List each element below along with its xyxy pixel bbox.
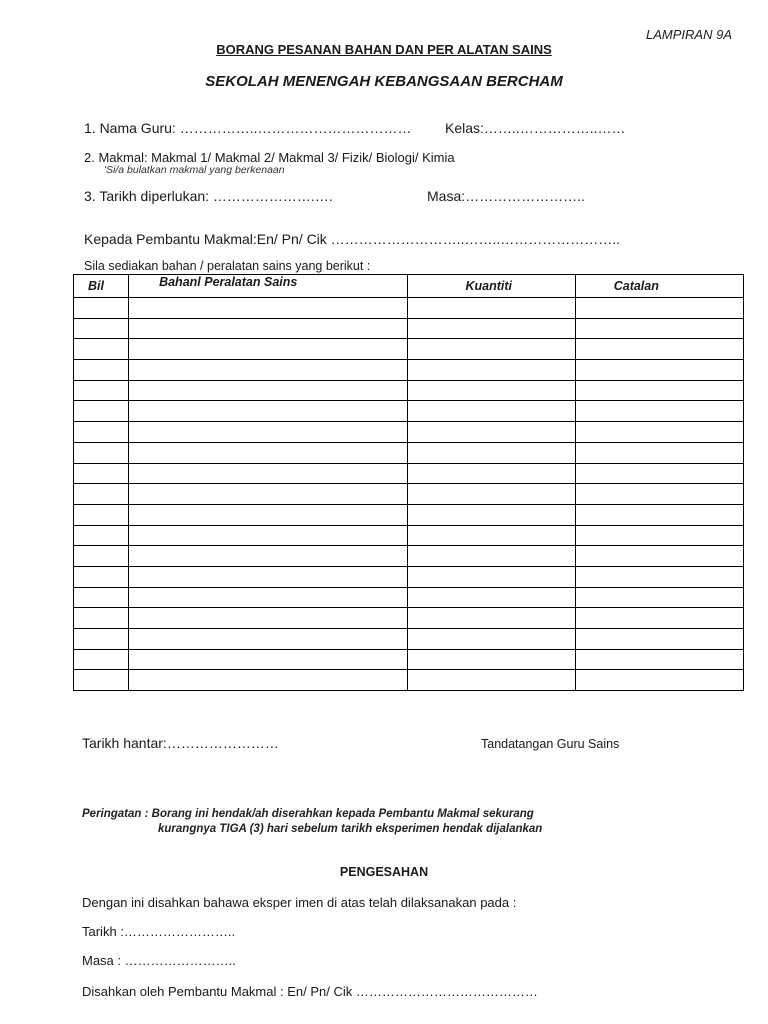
bil-cell[interactable] (74, 608, 129, 629)
tarikh-hantar-field[interactable]: Tarikh hantar:…………………… (82, 735, 279, 751)
bahan-cell[interactable] (129, 504, 408, 525)
table-row (74, 422, 744, 443)
bahan-cell[interactable] (129, 587, 408, 608)
bil-cell[interactable] (74, 649, 129, 670)
table-row (74, 504, 744, 525)
appendix-label: LAMPIRAN 9A (646, 27, 732, 42)
catalan-cell[interactable] (575, 608, 743, 629)
table-row (74, 649, 744, 670)
bahan-cell[interactable] (129, 442, 408, 463)
verification-disahkan-field[interactable]: Disahkan oleh Pembantu Makmal : En/ Pn/ Cik …………………………………… (82, 984, 538, 999)
kuantiti-cell[interactable] (408, 422, 575, 443)
bil-cell[interactable] (74, 504, 129, 525)
bil-cell[interactable] (74, 629, 129, 650)
form-title-text: BORANG PESANAN BAHAN DAN PER ALATAN SAINS (216, 42, 552, 57)
kuantiti-cell[interactable] (408, 608, 575, 629)
catalan-cell[interactable] (575, 670, 743, 691)
table-row (74, 463, 744, 484)
kuantiti-cell[interactable] (408, 525, 575, 546)
catalan-cell[interactable] (575, 504, 743, 525)
table-row (74, 546, 744, 567)
bahan-cell[interactable] (129, 339, 408, 360)
bahan-cell[interactable] (129, 566, 408, 587)
table-row (74, 670, 744, 691)
bahan-cell[interactable] (129, 649, 408, 670)
masa-field[interactable]: Masa:…………………….. (427, 188, 585, 204)
kuantiti-cell[interactable] (408, 339, 575, 360)
catalan-cell[interactable] (575, 463, 743, 484)
kuantiti-cell[interactable] (408, 360, 575, 381)
catalan-cell[interactable] (575, 566, 743, 587)
catalan-cell[interactable] (575, 401, 743, 422)
kuantiti-cell[interactable] (408, 484, 575, 505)
kuantiti-cell[interactable] (408, 587, 575, 608)
bil-cell[interactable] (74, 463, 129, 484)
table-row (74, 339, 744, 360)
catalan-cell[interactable] (575, 525, 743, 546)
makmal-note: 'Si/a bulatkan makmal yang berkenaan (104, 164, 285, 176)
catalan-cell[interactable] (575, 380, 743, 401)
bahan-cell[interactable] (129, 525, 408, 546)
bahan-cell[interactable] (129, 318, 408, 339)
catalan-cell[interactable] (575, 360, 743, 381)
table-row (74, 360, 744, 381)
school-name: SEKOLAH MENENGAH KEBANGSAAN BERCHAM (205, 73, 563, 90)
tarikh-diperlukan-field[interactable]: 3. Tarikh diperlukan: ………………….…. (84, 188, 333, 204)
bahan-cell[interactable] (129, 546, 408, 567)
bil-cell[interactable] (74, 484, 129, 505)
warning-line-1: Peringatan : Borang ini hendak/ah diserahkan kepada Pembantu Makmal sekurang (82, 808, 534, 820)
verification-statement: Dengan ini disahkan bahawa eksper imen di atas telah dilaksanakan pada : (82, 895, 517, 910)
bahan-cell[interactable] (129, 298, 408, 319)
kuantiti-cell[interactable] (408, 463, 575, 484)
kelas-field[interactable]: Kelas:……..……………..…… (445, 120, 626, 136)
catalan-cell[interactable] (575, 649, 743, 670)
bahan-cell[interactable] (129, 401, 408, 422)
bahan-cell[interactable] (129, 629, 408, 650)
kuantiti-cell[interactable] (408, 401, 575, 422)
catalan-cell[interactable] (575, 442, 743, 463)
bil-cell[interactable] (74, 670, 129, 691)
bil-cell[interactable] (74, 298, 129, 319)
bahan-cell[interactable] (129, 463, 408, 484)
kuantiti-cell[interactable] (408, 670, 575, 691)
header-kuantiti: Kuantiti (408, 275, 575, 298)
bahan-cell[interactable] (129, 670, 408, 691)
catalan-cell[interactable] (575, 629, 743, 650)
bil-cell[interactable] (74, 587, 129, 608)
bil-cell[interactable] (74, 442, 129, 463)
bil-cell[interactable] (74, 422, 129, 443)
catalan-cell[interactable] (575, 422, 743, 443)
kuantiti-cell[interactable] (408, 442, 575, 463)
catalan-cell[interactable] (575, 339, 743, 360)
catalan-cell[interactable] (575, 484, 743, 505)
table-row (74, 442, 744, 463)
kuantiti-cell[interactable] (408, 298, 575, 319)
warning-line-2: kurangnya TIGA (3) hari sebelum tarikh eksperimen hendak dijalankan (158, 823, 543, 835)
kuantiti-cell[interactable] (408, 504, 575, 525)
kuantiti-cell[interactable] (408, 318, 575, 339)
verification-title: PENGESAHAN (339, 865, 429, 879)
table-row (74, 380, 744, 401)
catalan-cell[interactable] (575, 587, 743, 608)
table-row (74, 318, 744, 339)
kuantiti-cell[interactable] (408, 546, 575, 567)
header-bil: Bil (74, 275, 129, 298)
table-row (74, 566, 744, 587)
bahan-cell[interactable] (129, 484, 408, 505)
kuantiti-cell[interactable] (408, 566, 575, 587)
header-bahan: Bahanl Peralatan Sains (129, 275, 408, 298)
bahan-cell[interactable] (129, 422, 408, 443)
bil-cell[interactable] (74, 525, 129, 546)
signature-label: Tandatangan Guru Sains (481, 737, 620, 751)
table-row (74, 608, 744, 629)
table-row (74, 484, 744, 505)
table-row (74, 587, 744, 608)
bil-cell[interactable] (74, 401, 129, 422)
kuantiti-cell[interactable] (408, 649, 575, 670)
catalan-cell[interactable] (575, 298, 743, 319)
bil-cell[interactable] (74, 566, 129, 587)
nama-guru-field[interactable]: 1. Nama Guru: ……………..…………………………… (84, 120, 412, 136)
catalan-cell[interactable] (575, 318, 743, 339)
table-row (74, 525, 744, 546)
catalan-cell[interactable] (575, 546, 743, 567)
makmal-options[interactable]: 2. Makmal: Makmal 1/ Makmal 2/ Makmal 3/ Fizik/ Biologi/ Kimia (84, 150, 455, 165)
bil-cell[interactable] (74, 360, 129, 381)
bahan-cell[interactable] (129, 380, 408, 401)
bil-cell[interactable] (74, 546, 129, 567)
table-row (74, 629, 744, 650)
bahan-cell[interactable] (129, 608, 408, 629)
verification-masa-field[interactable]: Masa : …………………….. (82, 953, 236, 968)
table-row (74, 401, 744, 422)
verification-tarikh-field[interactable]: Tarikh :…………………….. (82, 924, 236, 939)
header-catalan: Catalan (575, 275, 743, 298)
bahan-cell[interactable] (129, 360, 408, 381)
items-table-body (74, 298, 744, 691)
instruction-text: Sila sediakan bahan / peralatan sains yang berikut : (84, 259, 371, 273)
table-header-row (74, 275, 744, 298)
bil-cell[interactable] (74, 318, 129, 339)
kuantiti-cell[interactable] (408, 380, 575, 401)
items-table (73, 274, 744, 691)
bil-cell[interactable] (74, 380, 129, 401)
kepada-pembantu-field[interactable]: Kepada Pembantu Makmal:En/ Pn/ Cik ………………………..……..…………………….. (84, 231, 621, 247)
table-row (74, 298, 744, 319)
kuantiti-cell[interactable] (408, 629, 575, 650)
form-title (0, 42, 768, 57)
bil-cell[interactable] (74, 339, 129, 360)
